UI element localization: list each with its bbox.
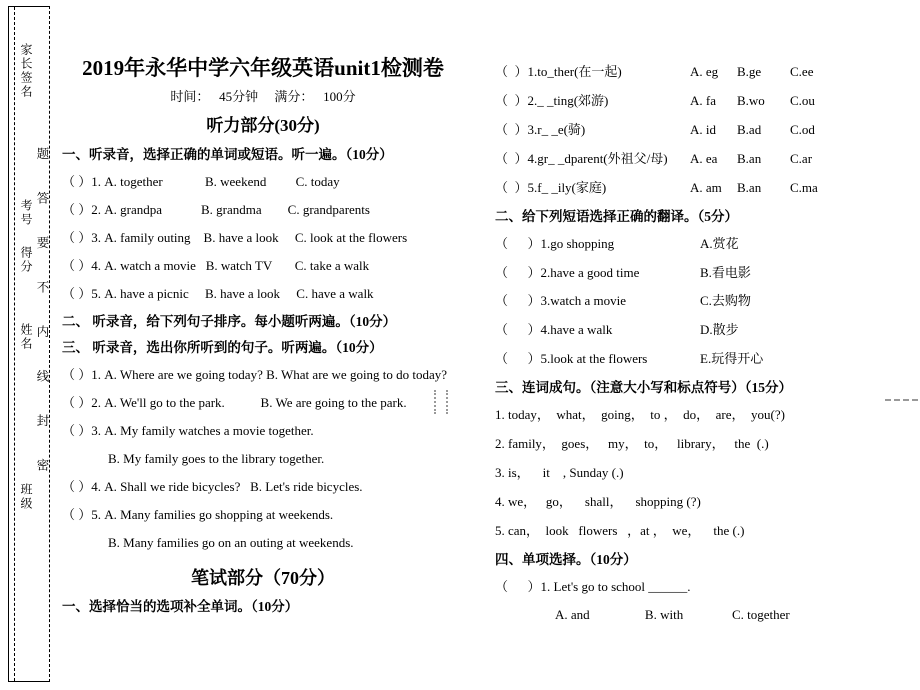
seal-line-area — [8, 6, 50, 682]
match-phrase: （ ）1.go shopping — [495, 235, 615, 251]
listening-sec1-item-1: （ ）1. A. together B. weekend C. today — [62, 173, 340, 189]
seal-dashed-line — [14, 7, 15, 681]
fill-option-b: B.ge — [737, 64, 762, 79]
written-sec1-item-2 — [495, 92, 830, 110]
written-sec3-item-2: 2. family， goes， my， to， library， the (.) — [495, 436, 769, 452]
listening-sec2-heading: 二、 听录音，给下列句子排序。每小题听两遍。（10分） — [62, 313, 397, 329]
fill-question: （ ）1.to_ther(在一起) — [495, 64, 622, 79]
written-sec4-heading: 四、单项选择。（10分） — [495, 551, 637, 567]
listening-sec1-item-2: （ ）2. A. grandpa B. grandma C. grandparents — [62, 201, 370, 217]
seal-field-parent-signature: 家长签名 — [19, 43, 33, 99]
listening-sec3-item-3b: B. My family goes to the library together. — [108, 451, 325, 467]
listening-sec1-item-5: （ ）5. A. have a picnic B. have a look C. have a walk — [62, 285, 374, 301]
fill-option-b: B.wo — [737, 92, 765, 108]
fill-option-a: A. am — [690, 179, 722, 195]
fill-option-b: B.ad — [737, 121, 762, 137]
listening-sec3-heading: 三、 听录音，选出你所听到的句子。听两遍。（10分） — [62, 340, 383, 356]
written-sec3-heading: 三、连词成句。（注意大小写和标点符号）（15分） — [495, 380, 792, 396]
fill-option-b: B.an — [737, 179, 762, 195]
listening-sec1-item-4: （ ）4. A. watch a movie B. watch TV C. take a walk — [62, 257, 370, 273]
written-sec2-heading: 二、给下列短语选择正确的翻译。（5分） — [495, 208, 738, 224]
fill-option-c: C.ar — [790, 150, 813, 166]
seal-warning-text: 题答要不内线封密 — [35, 147, 49, 503]
written-sec1-item-4 — [495, 150, 830, 168]
written-sec2-item-1 — [495, 235, 825, 253]
left-column — [62, 52, 464, 625]
written-sec1-heading: 一、选择恰当的选项补全单词。（10分） — [62, 598, 299, 614]
match-phrase: （ ）2.have a good time — [495, 264, 640, 280]
written-sec1-item-5 — [495, 179, 830, 197]
fill-option-a: A. eg — [690, 64, 719, 79]
paper-title: 2019年永华中学六年级英语unit1检测卷 — [82, 56, 444, 80]
fill-option-c: C.ou — [790, 92, 815, 108]
fill-question: （ ）5.f_ _ily(家庭) — [495, 179, 607, 195]
fold-mark-right — [885, 399, 918, 401]
fill-option-b: B.an — [737, 150, 762, 166]
listening-sec3-item-1: （ ）1. A. Where are we going today? B. What are we going to do today? — [62, 367, 448, 383]
listening-sec3-item-2: （ ）2. A. We'll go to the park. B. We are going to the park. — [62, 395, 407, 411]
fill-option-a: A. ea — [690, 150, 718, 166]
match-phrase: （ ）4.have a walk — [495, 322, 613, 338]
fill-option-a: A. id — [690, 121, 716, 137]
seal-field-student-name: 姓名 — [19, 323, 33, 351]
written-sec4-item-1: （ ）1. Let's go to school ______. — [495, 578, 691, 594]
written-sec2-item-3 — [495, 292, 825, 310]
listening-sec3-item-5b: B. Many families go on an outing at weekends. — [108, 534, 354, 550]
match-translation: B.看电影 — [700, 264, 751, 280]
right-column — [495, 63, 825, 624]
listening-part-header: 听力部分(30分) — [206, 116, 320, 135]
seal-field-class: 班级 — [19, 483, 33, 511]
written-sec1-item-3 — [495, 121, 830, 139]
match-phrase: （ ）5.look at the flowers — [495, 351, 648, 367]
written-sec3-item-5: 5. can， look flowers ，at ， we， the (.) — [495, 522, 745, 538]
paper-meta-time-score: 时间： 45分钟 满分： 100分 — [170, 89, 356, 104]
written-sec4-item-1-options: A. and B. with C. together — [555, 606, 790, 622]
written-sec2-item-5 — [495, 350, 825, 368]
written-sec1-item-1 — [495, 63, 830, 81]
fill-option-c: C.ee — [790, 64, 814, 79]
listening-sec1-heading: 一、听录音，选择正确的单词或短语。听一遍。（10分） — [62, 147, 393, 162]
written-sec3-item-1: 1. today， what， going， to ， do， are， you(?) — [495, 407, 785, 423]
match-translation: E.玩得开心 — [700, 351, 764, 367]
listening-sec3-item-5a: （ ）5. A. Many families go shopping at weekends. — [62, 507, 334, 523]
match-translation: C.去购物 — [700, 293, 751, 309]
seal-field-exam-number: 考号 — [19, 199, 33, 227]
written-sec2-item-4 — [495, 321, 825, 339]
fill-option-c: C.ma — [790, 179, 818, 195]
listening-sec1-item-3: （ ）3. A. family outing B. have a look C. look at the flowers — [62, 229, 408, 245]
fill-question: （ ）2._ _ting(郊游) — [495, 92, 609, 108]
fill-option-c: C.od — [790, 121, 815, 137]
written-sec2-item-2 — [495, 264, 825, 282]
fill-option-a: A. fa — [690, 92, 716, 108]
listening-sec3-item-4: （ ）4. A. Shall we ride bicycles? B. Let's ride bicycles. — [62, 479, 363, 495]
written-sec3-item-4: 4. we， go， shall， shopping (?) — [495, 493, 701, 509]
fill-question: （ ）4.gr_ _dparent(外祖父/母) — [495, 150, 668, 166]
seal-field-score: 得分 — [19, 246, 33, 274]
match-translation: A.赏花 — [700, 235, 739, 251]
match-translation: D.散步 — [700, 322, 739, 338]
listening-sec3-item-3a: （ ）3. A. My family watches a movie together. — [62, 423, 314, 439]
fill-question: （ ）3.r_ _e(骑) — [495, 121, 586, 137]
match-phrase: （ ）3.watch a movie — [495, 293, 627, 309]
written-sec3-item-3: 3. is， it , Sunday (.) — [495, 465, 624, 481]
written-part-header: 笔试部分（70分） — [191, 567, 335, 588]
